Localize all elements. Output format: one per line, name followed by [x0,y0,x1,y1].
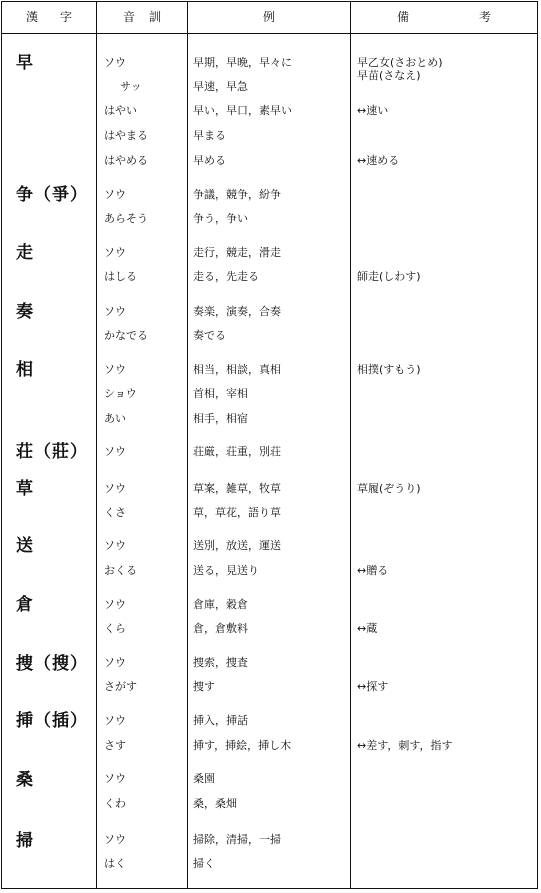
kanji-cell: 桑 [16,770,34,790]
reading-cell: ソウ [104,56,126,69]
reading-cell: はやめる [104,154,148,167]
reading-cell: おくる [104,564,137,577]
reading-cell: ソウ [104,305,126,318]
column-divider [350,1,351,889]
kanji-cell: 奏 [16,302,34,322]
example-cell: 争う，争い [193,212,248,225]
example-cell: 挿す，挿絵，挿し木 [193,739,292,752]
kanji-cell: 送 [16,536,34,556]
reading-cell: ソウ [104,482,126,495]
header-kanji-char1: 漢 [25,10,38,24]
header-divider [1,33,538,34]
note-cell: 草履(ぞうり) [357,482,421,495]
reading-cell: ソウ [104,598,126,611]
kanji-cell: 捜（搜） [16,654,88,674]
kanji-cell: 早 [16,53,34,73]
note-cell: 早乙女(さおとめ) [357,56,443,69]
kanji-cell: 相 [16,360,34,380]
example-cell: 早期，早晩，早々に [193,56,292,69]
kanji-cell: 走 [16,243,34,263]
note-cell: ↔速い [357,104,389,117]
reading-cell: ソウ [104,656,126,669]
example-cell: 争議，競争，紛争 [193,188,281,201]
example-cell: 捜す [193,680,215,693]
example-cell: 掃く [193,857,215,870]
column-divider [96,1,97,889]
kanji-cell: 草 [16,479,34,499]
note-cell: ↔差す，刺す，指す [357,739,453,752]
header-notes [351,2,537,32]
header-notes-char2: 考 [479,10,492,24]
example-cell: 奏でる [193,329,226,342]
reading-cell: はやい [104,104,137,117]
kanji-cell: 荘（莊） [16,442,88,462]
reading-cell: ソウ [104,188,126,201]
reading-cell: ソウ [104,445,126,458]
note-cell: ↔贈る [357,564,389,577]
reading-cell: はしる [104,270,137,283]
example-cell: 早速，早急 [193,80,248,93]
example-cell: 早まる [193,129,226,142]
reading-cell: はやまる [104,129,148,142]
example-cell: 掃除，清掃，一掃 [193,833,281,846]
example-cell: 送別，放送，運送 [193,539,281,552]
example-cell: 桑園 [193,772,215,785]
example-cell: 首相，宰相 [193,387,248,400]
example-cell: 奏楽，演奏，合奏 [193,305,281,318]
reading-cell: ソウ [104,539,126,552]
kanji-cell: 挿（插） [16,711,88,731]
example-cell: 挿入，挿話 [193,714,248,727]
example-cell: 早い，早口，素早い [193,104,292,117]
reading-cell: ソウ [104,246,126,259]
example-cell: 相当，相談，真相 [193,363,281,376]
note-cell: 早苗(さなえ) [357,69,421,82]
reading-cell: ソウ [104,363,126,376]
reading-cell: あい [104,412,126,425]
kanji-cell: 争（爭） [16,185,88,205]
example-cell: 荘厳，荘重，別荘 [193,445,281,458]
reading-cell: かなでる [104,329,148,342]
reading-cell: サッ [120,80,142,93]
kanji-cell: 掃 [16,831,34,851]
reading-cell: さす [104,739,126,752]
example-cell: 走行，競走，滑走 [193,246,281,259]
example-cell: 相手，相宿 [193,412,248,425]
column-divider [187,1,188,889]
header-examples [188,2,350,32]
header-examples-char: 例 [262,10,275,24]
example-cell: 草案，雑草，牧草 [193,482,281,495]
example-cell: 倉庫，穀倉 [193,598,248,611]
example-cell: 送る，見送り [193,564,259,577]
example-cell: 草，草花，語り草 [193,506,281,519]
reading-cell: くわ [104,797,126,810]
header-kanji [2,2,96,32]
reading-cell: ソウ [104,833,126,846]
header-reading-char1: 音 [122,10,135,24]
example-cell: 早める [193,154,226,167]
reading-cell: くさ [104,506,126,519]
note-cell: 相撲(すもう) [357,363,421,376]
note-cell: ↔蔵 [357,622,378,635]
reading-cell: はく [104,857,126,870]
example-cell: 桑，桑畑 [193,797,237,810]
example-cell: 捜索，捜査 [193,656,248,669]
note-cell: ↔速める [357,154,400,167]
reading-cell: くら [104,622,126,635]
example-cell: 倉，倉敷料 [193,622,248,635]
kanji-cell: 倉 [16,595,34,615]
note-cell: ↔探す [357,680,389,693]
example-cell: 走る，先走る [193,270,259,283]
reading-cell: ソウ [104,714,126,727]
header-reading-char2: 訓 [149,10,162,24]
header-kanji-char2: 字 [60,10,73,24]
reading-cell: ソウ [104,772,126,785]
header-reading [97,2,187,32]
reading-cell: ショウ [104,387,137,400]
header-notes-char1: 備 [396,10,409,24]
note-cell: 師走(しわす) [357,270,421,283]
reading-cell: さがす [104,680,137,693]
reading-cell: あらそう [104,212,148,225]
